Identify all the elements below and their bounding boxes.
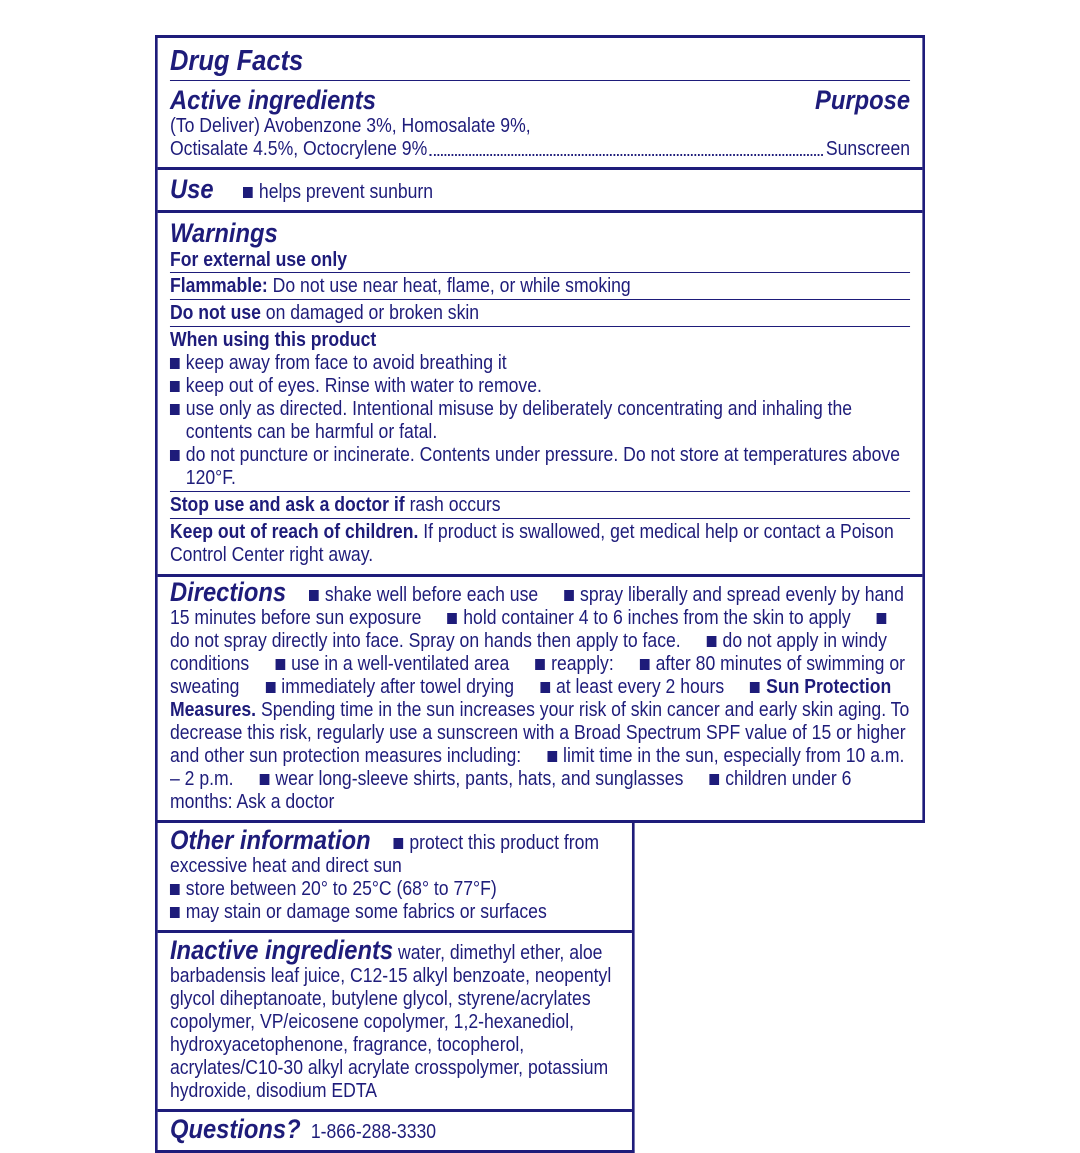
inactive-ingredients-heading: Inactive ingredients (169, 935, 394, 965)
flammable-warning (170, 272, 910, 299)
when-using-heading: When using this product (169, 329, 377, 351)
keep-out-of-reach-warning (170, 518, 910, 568)
direction-item (535, 653, 613, 675)
purpose-heading: Purpose (814, 85, 911, 115)
active-ingredients-line: (To Deliver) Avobenzone 3%, Homosalate 9%, (169, 115, 531, 137)
direction-item (309, 584, 538, 606)
keep-out-label: Keep out of reach of children. (169, 521, 419, 543)
bullet-icon (265, 682, 275, 693)
use-section (158, 167, 923, 210)
inactive-ingredients-text: water, dimethyl ether, aloe barbadensis leaf juice, C12-15 alkyl benzoate, neopentyl glycol diheptanoate, butylene glycol, styrene/acrylates copolymer, VP/eicosene copolymer, 1,2-hexanediol, hydroxyacetophenone, fragrance, tocopherol, acrylates/C10-30 alkyl acrylate crosspolymer, potassium hydroxide, disodium EDTA (169, 942, 612, 1102)
active-ingredients-line-with-purpose (170, 138, 910, 161)
do-not-use-warning (170, 299, 910, 326)
warnings-heading: Warnings (169, 218, 278, 248)
warnings-section (158, 210, 923, 574)
list-item-text: may stain or damage some fabrics or surfaces (185, 901, 547, 923)
active-ingredients-header (170, 81, 910, 115)
direction-text: do not spray directly into face. Spray on hands then apply to face. (169, 630, 681, 652)
list-item (170, 375, 910, 398)
other-information-heading: Other information (169, 825, 371, 855)
direction-text: wear long-sleeve shirts, pants, hats, and sunglasses (275, 768, 684, 790)
purpose-value: Sunscreen (825, 138, 911, 160)
active-ingredients-section (158, 38, 923, 167)
direction-text: limit time in the sun, especially from 10 a.m. – 2 p.m. (169, 745, 905, 790)
list-item-text: protect this product from excessive heat and direct sun (169, 832, 600, 877)
sun-protection-text: Spending time in the sun increases your risk of skin cancer and early skin aging. To decrease this risk, regularly use a sunscreen with a Broad Spectrum SPF value of 15 or higher and other sun protection measures including: (169, 699, 910, 767)
bullet-icon (540, 682, 550, 693)
bullet-icon (564, 590, 574, 601)
drug-facts-title: Drug Facts (170, 38, 910, 81)
direction-text: reapply: (551, 653, 614, 675)
direction-text: use in a well-ventilated area (291, 653, 510, 675)
bullet-icon (170, 404, 180, 415)
list-item-text: do not puncture or incinerate. Contents under pressure. Do not store at temperatures above 120°F. (185, 444, 901, 489)
direction-item (447, 607, 850, 629)
directions-heading: Directions (169, 577, 287, 607)
bullet-icon (170, 884, 180, 895)
bullet-icon (547, 751, 557, 762)
list-item (170, 444, 910, 490)
bullet-icon (275, 659, 285, 670)
direction-item (260, 768, 684, 790)
direction-text: after 80 minutes of swimming or sweating (169, 653, 905, 698)
bullet-icon (877, 613, 887, 624)
direction-text: shake well before each use (324, 584, 539, 606)
bullet-icon (309, 590, 319, 601)
bullet-icon (170, 381, 180, 392)
flammable-label: Flammable: (169, 275, 268, 297)
bullet-icon (170, 907, 180, 918)
bullet-icon (260, 774, 270, 785)
drug-facts-panel (155, 35, 925, 823)
list-item-text: keep away from face to avoid breathing it (185, 352, 507, 374)
stop-use-label: Stop use and ask a doctor if (169, 494, 405, 516)
direction-text: spray liberally and spread evenly by hand 15 minutes before sun exposure (169, 584, 904, 629)
bullet-icon (709, 774, 719, 785)
list-item-text: store between 20° to 25°C (68° to 77°F) (185, 878, 497, 900)
list-item-text: keep out of eyes. Rinse with water to remove. (185, 375, 542, 397)
directions-section (158, 574, 923, 820)
bullet-icon (750, 682, 760, 693)
stop-use-text: rash occurs (409, 494, 501, 516)
list-item (170, 352, 910, 375)
list-item (170, 398, 910, 444)
bullet-icon (393, 838, 403, 849)
keep-out-text: If product is swallowed, get medical help or contact a Poison Control Center right away. (169, 521, 894, 566)
use-item-text: helps prevent sunburn (258, 181, 434, 203)
inactive-ingredients-section (158, 930, 632, 1109)
bullet-icon (243, 187, 253, 198)
do-not-use-text: on damaged or broken skin (265, 302, 480, 324)
dotted-leader (430, 154, 823, 156)
do-not-use-label: Do not use (169, 302, 261, 324)
list-item (170, 901, 620, 924)
direction-text: hold container 4 to 6 inches from the skin to apply (463, 607, 851, 629)
bullet-icon (447, 613, 457, 624)
direction-item (540, 676, 724, 698)
direction-text: immediately after towel drying (281, 676, 515, 698)
bullet-icon (707, 636, 717, 647)
sun-protection-label: Sun Protection Measures. (169, 676, 892, 721)
direction-text: children under 6 months: Ask a doctor (169, 768, 852, 813)
list-item-text: use only as directed. Intentional misuse by deliberately concentrating and inhaling the contents can be harmful or fatal. (185, 398, 853, 443)
when-using-block (170, 326, 910, 491)
drug-facts-label (155, 35, 925, 1153)
bullet-icon (640, 659, 650, 670)
direction-text: at least every 2 hours (555, 676, 725, 698)
questions-section (158, 1109, 632, 1150)
phone-number: 1-866-288-3330 (310, 1121, 437, 1143)
use-heading: Use (169, 174, 214, 204)
direction-text: do not apply in windy conditions (169, 630, 887, 675)
questions-heading: Questions? (169, 1114, 301, 1144)
active-ingredients-heading: Active ingredients (169, 85, 376, 115)
use-item (243, 181, 433, 203)
external-use-warning: For external use only (169, 249, 347, 271)
direction-item (265, 676, 514, 698)
bullet-icon (170, 358, 180, 369)
list-item (170, 878, 620, 901)
other-information-section (158, 823, 632, 930)
bullet-icon (170, 450, 180, 461)
drug-facts-panel-continued (155, 823, 635, 1153)
direction-item (275, 653, 509, 675)
flammable-text: Do not use near heat, flame, or while smoking (272, 275, 631, 297)
active-ingredients-text: Octisalate 4.5%, Octocrylene 9% (169, 138, 428, 160)
bullet-icon (535, 659, 545, 670)
stop-use-warning (170, 491, 910, 518)
